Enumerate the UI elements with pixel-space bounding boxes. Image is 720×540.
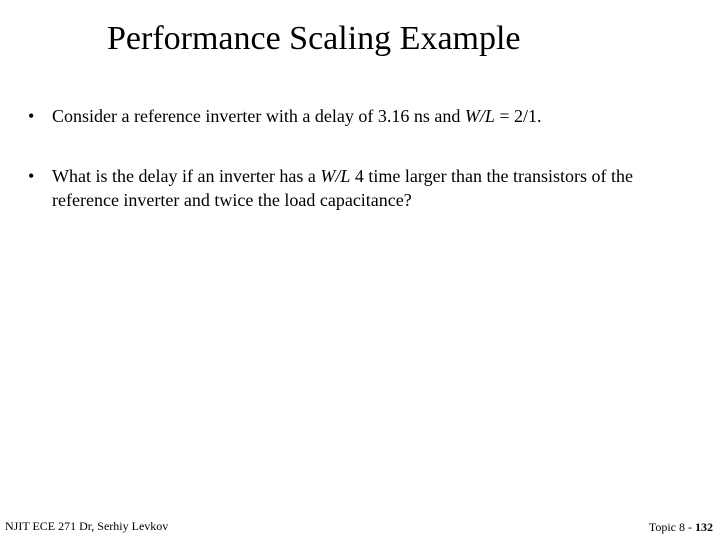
slide-title: Performance Scaling Example [107, 20, 521, 57]
bullet-text-part: What is the delay if an inverter has a [52, 166, 321, 186]
bullet-item [28, 164, 688, 212]
bullet-marker: • [28, 166, 35, 186]
bullet-text-part: Consider a reference inverter with a delay of 3.16 ns and [52, 106, 465, 126]
bullet-text-part: 4 time larger than the transistors of the reference inverter and twice the load capacitance? [52, 166, 634, 210]
bullet-text [52, 164, 688, 212]
footer-topic-label: Topic 8 - [648, 520, 695, 534]
bullet-text-part: = 2/1. [494, 106, 542, 126]
page-number: 132 [695, 520, 713, 534]
bullet-text [52, 104, 688, 128]
wl-ratio-symbol: W/L [464, 106, 495, 126]
footer-page-indicator [649, 520, 713, 534]
wl-ratio-symbol: W/L [320, 166, 351, 186]
footer-course-author: NJIT ECE 271 Dr, Serhiy Levkov [5, 519, 169, 533]
bullet-list [28, 104, 688, 212]
bullet-marker: • [28, 106, 35, 126]
bullet-item [28, 104, 688, 128]
